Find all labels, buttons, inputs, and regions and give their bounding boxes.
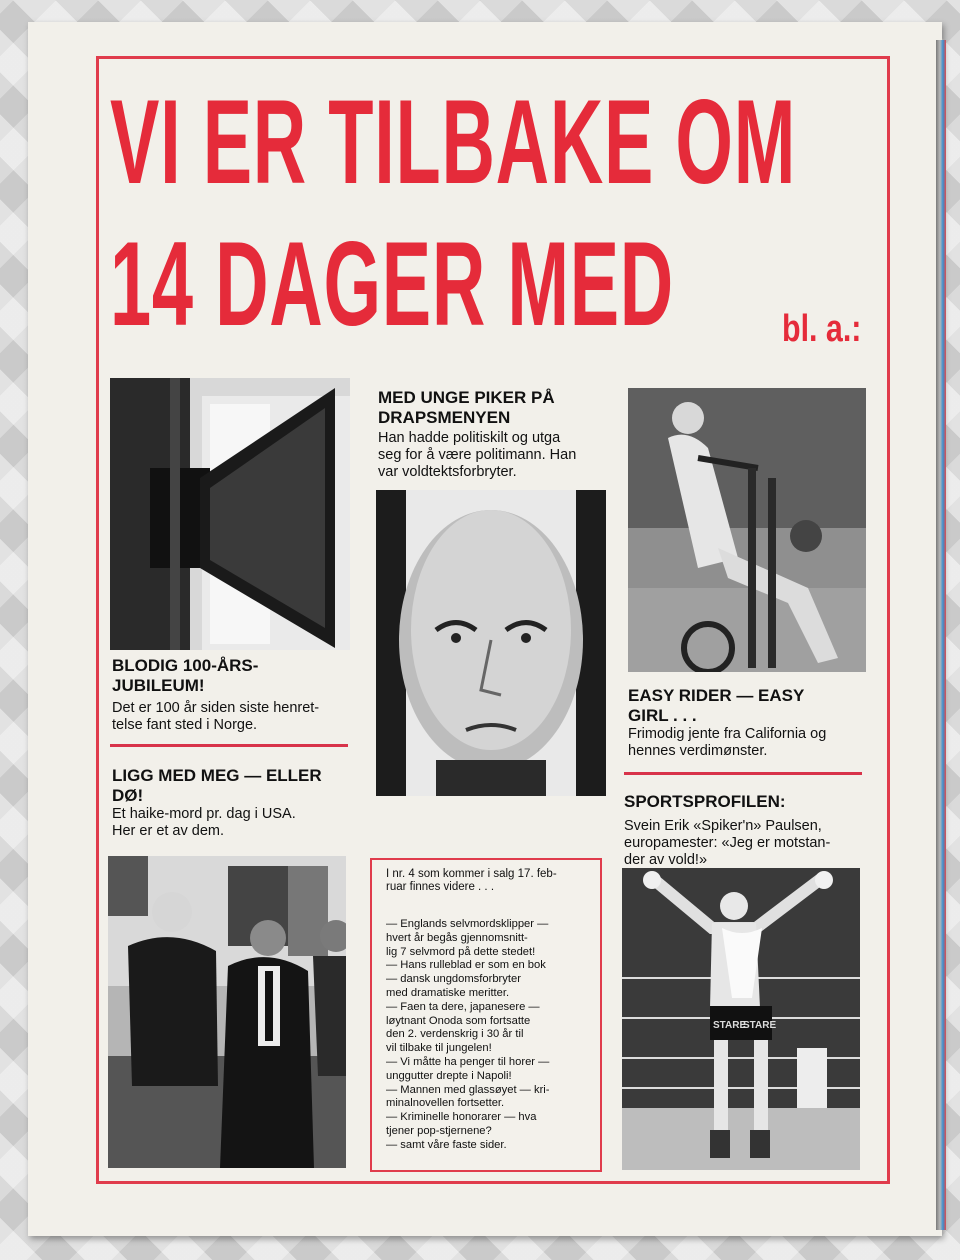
ligg-text	[112, 806, 296, 840]
list-item: løytnant Onoda som fortsatte	[386, 1014, 531, 1027]
piker-title-line-2: DRAPSMENYEN	[378, 408, 511, 427]
easy-rider-text	[628, 726, 826, 760]
list-item: minalnovellen fortsetter.	[386, 1097, 505, 1110]
jubileum-title-line-2: JUBILEUM!	[112, 676, 205, 695]
jubileum-text-line-2: telse fant sted i Norge.	[112, 717, 258, 733]
easy-rider-title-line-1: EASY RIDER — EASY	[628, 686, 805, 705]
boxer-photo	[622, 868, 860, 1170]
piker-text-line-3: var voldtektsforbryter.	[378, 464, 517, 480]
ligg-title-line-2: DØ!	[112, 786, 144, 805]
next-issue-list	[386, 918, 592, 1153]
sport-text	[624, 818, 830, 869]
divider-left-1	[110, 744, 348, 747]
list-item: — Hans rulleblad er som en bok	[386, 959, 546, 972]
sport-text-line-3: der av vold!»	[624, 852, 708, 868]
list-item: — Englands selvmordsklipper —	[386, 918, 549, 930]
ligg-title	[112, 766, 322, 806]
easy-rider-title-line-2: GIRL . . .	[628, 706, 697, 725]
trunks-text-left: STARE	[713, 1020, 747, 1031]
list-item: — Kriminelle honorarer — hva	[386, 1111, 537, 1124]
next-issue-intro-line-2: ruar finnes videre . . .	[386, 881, 495, 893]
list-item: lig 7 selvmord på dette stedet!	[386, 945, 536, 958]
list-item: unggutter drepte i Napoli!	[386, 1069, 512, 1082]
jubileum-title-line-1: BLODIG 100-ÅRS-	[112, 656, 259, 675]
ligg-title-line-1: LIGG MED MEG — ELLER	[112, 766, 322, 785]
list-item: vil tilbake til jungelen!	[386, 1042, 492, 1055]
easy-rider-text-line-1: Frimodig jente fra California og	[628, 726, 827, 742]
ligg-text-line-2: Her er et av dem.	[112, 823, 225, 839]
list-item: — Faen ta dere, japanesere —	[386, 1000, 540, 1013]
portrait-photo	[376, 490, 606, 796]
piker-title-line-1: MED UNGE PIKER PÅ	[378, 388, 555, 407]
list-item: hvert år begås gjennomsnitt-	[386, 931, 528, 944]
ligg-text-line-1: Et haike-mord pr. dag i USA.	[112, 806, 296, 822]
next-issue-box	[370, 858, 602, 1172]
jubileum-text-line-1: Det er 100 år siden siste henret-	[112, 700, 320, 716]
list-item: — samt våre faste sider.	[386, 1138, 507, 1151]
piker-title	[378, 388, 555, 428]
piker-text	[378, 430, 576, 481]
list-item: med dramatiske meritter.	[386, 986, 510, 999]
piker-text-line-1: Han hadde politiskilt og utga	[378, 430, 561, 446]
piker-text-line-2: seg for å være politimann. Han	[378, 447, 577, 463]
headline-line-2: 14 DAGER MED	[110, 217, 674, 352]
next-issue-intro	[386, 868, 590, 894]
headline-suffix: bl. a.:	[782, 308, 862, 350]
jubileum-title	[112, 656, 258, 696]
sport-text-line-2: europamester: «Jeg er motstan-	[624, 835, 831, 851]
arrest-photo	[108, 856, 346, 1168]
sport-text-line-1: Svein Erik «Spiker'n» Paulsen,	[624, 818, 822, 834]
headline-line-1: VI ER TILBAKE OM	[110, 75, 797, 210]
sport-title-text: SPORTSPROFILEN:	[624, 792, 786, 811]
magazine-spine-edge	[936, 40, 946, 1230]
easy-rider-text-line-2: hennes verdimønster.	[628, 743, 768, 759]
jubileum-text	[112, 700, 319, 734]
easy-rider-title	[628, 686, 804, 726]
motorcycle-photo	[628, 388, 866, 672]
list-item: den 2. verdenskrig i 30 år til	[386, 1028, 524, 1041]
trunks-text-right: STARE	[743, 1020, 777, 1031]
sport-title	[624, 792, 786, 812]
divider-right-1	[624, 772, 862, 775]
list-item: — dansk ungdomsforbryter	[386, 973, 521, 986]
list-item: tjener pop-stjernene?	[386, 1124, 492, 1137]
next-issue-intro-line-1: I nr. 4 som kommer i salg 17. feb-	[386, 868, 557, 880]
list-item: — Mannen med glassøyet — kri-	[386, 1083, 550, 1096]
list-item: — Vi måtte ha penger til horer —	[386, 1055, 550, 1068]
siren-photo	[110, 378, 350, 650]
